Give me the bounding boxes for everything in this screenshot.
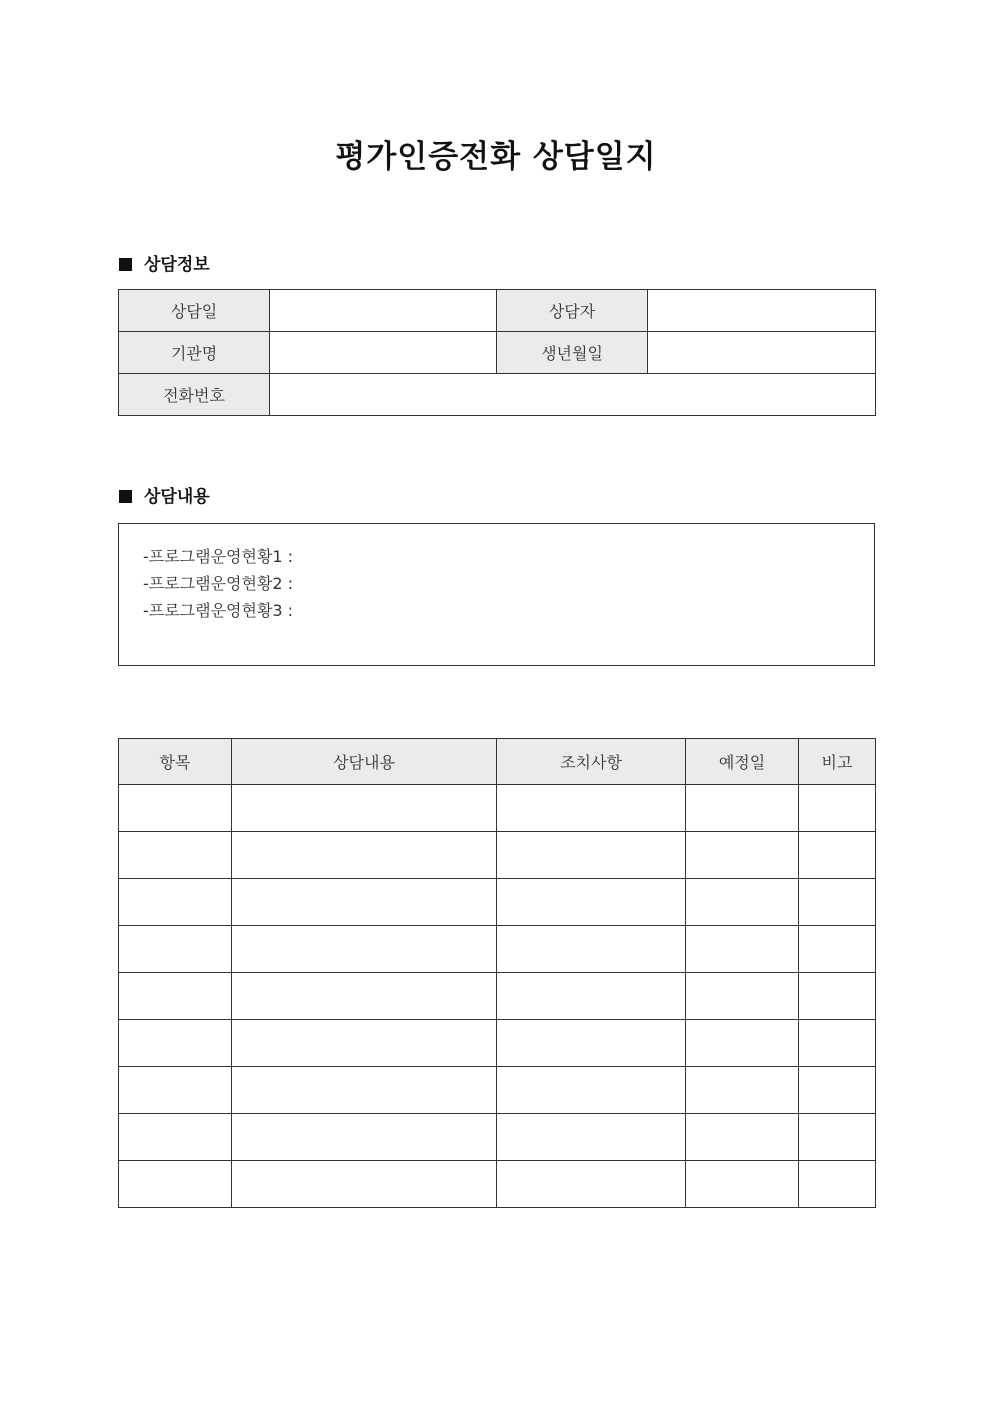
section-heading-label: 상담내용 [144,487,210,507]
page-title: 평가인증전화 상담일지 [335,139,657,175]
table-row [119,1067,876,1114]
consult-content-cell[interactable] [232,832,497,879]
section-heading-info [119,253,210,277]
remarks-cell[interactable] [799,1020,876,1067]
consultation-content-box[interactable] [118,523,875,666]
scheduled-date-cell[interactable] [686,1020,799,1067]
info-row [119,290,876,332]
table-row [119,973,876,1020]
log-header-row [119,739,876,785]
consultation-info-table [118,289,876,416]
remarks-cell[interactable] [799,973,876,1020]
item-cell[interactable] [119,832,232,879]
item-cell[interactable] [119,926,232,973]
remarks-cell[interactable] [799,1067,876,1114]
item-cell[interactable] [119,1161,232,1208]
institution-field[interactable] [270,332,497,374]
action-cell[interactable] [497,973,686,1020]
table-row [119,832,876,879]
consult-content-cell[interactable] [232,785,497,832]
table-row [119,1161,876,1208]
item-cell[interactable] [119,973,232,1020]
remarks-cell[interactable] [799,1161,876,1208]
consult-content-cell[interactable] [232,879,497,926]
action-cell[interactable] [497,1161,686,1208]
table-row [119,785,876,832]
remarks-cell[interactable] [799,1114,876,1161]
action-cell[interactable] [497,879,686,926]
consult-content-cell[interactable] [232,1114,497,1161]
remarks-cell[interactable] [799,832,876,879]
item-cell[interactable] [119,879,232,926]
content-line: -프로그램운영현황2 : [143,574,294,593]
phone-field[interactable] [270,374,876,416]
consultation-log-table [118,738,876,1208]
action-cell[interactable] [497,1114,686,1161]
content-list [119,524,874,624]
scheduled-date-cell[interactable] [686,973,799,1020]
consult-content-cell[interactable] [232,1020,497,1067]
header-action: 조치사항 [497,739,686,785]
info-row [119,374,876,416]
header-scheduled-date: 예정일 [686,739,799,785]
square-bullet-icon [119,490,132,503]
square-bullet-icon [119,258,132,271]
scheduled-date-cell[interactable] [686,1114,799,1161]
scheduled-date-cell[interactable] [686,1067,799,1114]
item-cell[interactable] [119,785,232,832]
item-cell[interactable] [119,1067,232,1114]
table-row [119,879,876,926]
birthdate-field[interactable] [648,332,876,374]
remarks-cell[interactable] [799,785,876,832]
scheduled-date-cell[interactable] [686,832,799,879]
consult-date-label: 상담일 [119,290,270,332]
table-row [119,1114,876,1161]
birthdate-label: 생년월일 [497,332,648,374]
header-consult-content: 상담내용 [232,739,497,785]
action-cell[interactable] [497,1067,686,1114]
table-row [119,1020,876,1067]
phone-label: 전화번호 [119,374,270,416]
consult-content-cell[interactable] [232,1067,497,1114]
section-heading-label: 상담정보 [144,255,210,275]
action-cell[interactable] [497,832,686,879]
counselor-label: 상담자 [497,290,648,332]
consult-date-field[interactable] [270,290,497,332]
action-cell[interactable] [497,785,686,832]
info-row [119,332,876,374]
section-heading-content [119,485,210,509]
scheduled-date-cell[interactable] [686,879,799,926]
remarks-cell[interactable] [799,926,876,973]
content-line: -프로그램운영현황3 : [143,601,294,620]
consult-content-cell[interactable] [232,973,497,1020]
scheduled-date-cell[interactable] [686,1161,799,1208]
scheduled-date-cell[interactable] [686,926,799,973]
scheduled-date-cell[interactable] [686,785,799,832]
item-cell[interactable] [119,1114,232,1161]
header-remarks: 비고 [799,739,876,785]
item-cell[interactable] [119,1020,232,1067]
action-cell[interactable] [497,926,686,973]
consult-content-cell[interactable] [232,926,497,973]
action-cell[interactable] [497,1020,686,1067]
counselor-field[interactable] [648,290,876,332]
table-row [119,926,876,973]
content-line: -프로그램운영현황1 : [143,547,294,566]
consult-content-cell[interactable] [232,1161,497,1208]
institution-label: 기관명 [119,332,270,374]
header-item: 항목 [119,739,232,785]
remarks-cell[interactable] [799,879,876,926]
